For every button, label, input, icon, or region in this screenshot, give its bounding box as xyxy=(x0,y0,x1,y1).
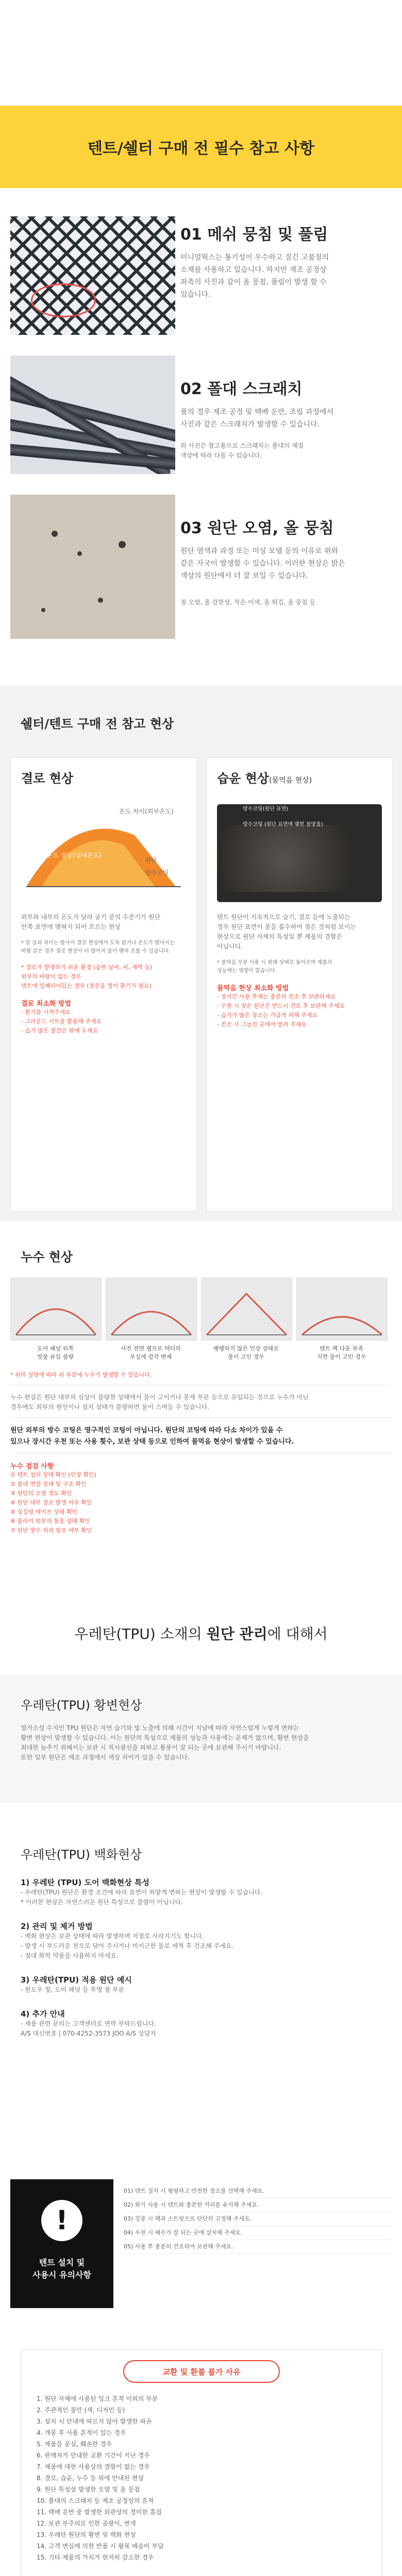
exchange-item: 3. 설치 시 안내에 따르지 않아 발생한 파손 xyxy=(37,2418,152,2425)
tpu-white-item-line: - 제품 관련 문의는 고객센터로 연락 부탁드립니다. xyxy=(21,2020,156,2027)
wetting-body-line: 경우 원단 표면이 물을 흡수하여 젖은 것처럼 보이는 xyxy=(217,923,357,930)
tpu-yellow-body-line: 황변 현상이 발생할 수 있습니다. 이는 원단의 특성으로 제품의 성능과 사용에는 문제가 없으며, 황변 현상을 xyxy=(21,1734,309,1741)
wetting-remedy-item: - 장시간 사용 후에는 충분히 건조 후 보관하세요 xyxy=(217,993,336,1000)
condensation-bullet: * 결로가 발생하기 쉬운 환경 (습한 날씨, 비, 새벽 등) xyxy=(21,964,153,971)
leak-image-2 xyxy=(106,1278,197,1341)
tpu-title-plain: 우레탄(TPU) 소재의 xyxy=(74,1625,207,1642)
leak-image-4 xyxy=(296,1278,388,1341)
leak-caption-line: 팽팽하지 않은 인장 상태로 xyxy=(213,1345,279,1352)
tpu-heading xyxy=(0,1623,402,1643)
leak-cause-item: ④ 원단 내부 결로 발생 여부 확인 xyxy=(10,1499,92,1506)
item-01-body-line: 미니멀웍스는 통기성이 우수하고 질긴 고품질의 xyxy=(180,253,329,262)
exchange-item: 14. 고객 변심에 의한 반품 시 왕복 배송비 부담 xyxy=(37,2543,164,2550)
item-01-body-line: 있습니다. xyxy=(180,291,211,299)
leak-cause-item: ⑤ 심실링 테이프 상태 확인 xyxy=(10,1509,78,1515)
wetting-note-line: 성능에는 영향이 없습니다. xyxy=(217,968,277,974)
item-02-body-line: 사진과 같은 스크래치가 발생할 수 있습니다. xyxy=(180,420,320,429)
leak-body-line: 누수 현상은 원단 내부의 심상이 불량한 상태에서 물이 고이거나 봉제 부분 등으로 유입되는 것으로 누수가 아닌 xyxy=(10,1394,309,1401)
leak-title: 누수 현상 xyxy=(21,1250,73,1264)
notice-item: 01) 텐트 설치 시 평평하고 안전한 장소를 선택해 주세요. xyxy=(124,2184,392,2198)
item-01-body-line: 소재를 사용하고 있습니다. 하지만 제조 공정상 xyxy=(180,266,327,274)
stain-photo xyxy=(10,495,175,639)
wetting-remedy-title: 물먹음 현상 최소화 방법 xyxy=(217,985,289,992)
leak-bold-line: 있으나 장시간 우천 또는 사용 횟수, 보관 상태 등으로 인하여 물먹음 현상이 발생할 수 있습니다. xyxy=(10,1438,294,1446)
condensation-bullet: 외부의 바람이 없는 경우 xyxy=(21,973,81,980)
wetting-body-line: 현상으로 원단 자체의 특성일 뿐 제품의 결함은 xyxy=(217,933,343,940)
tpu-yellow-body-line: 열가소성 수지인 TPU 원단은 자연 습기와 빛 노출에 의해 시간이 지남에 따라 자연스럽게 누렇게 변하는 xyxy=(21,1724,299,1732)
item-03-num: 03 xyxy=(180,519,202,537)
item-03-body-line: 색상의 원단에서 더 잘 보일 수 있습니다. xyxy=(180,572,308,580)
exchange-item: 10. 폴대의 스크래치 등 제조 공정상의 흔적 xyxy=(37,2497,154,2504)
exchange-item: 6. 판매자가 안내한 교환 기간이 지난 경우 xyxy=(37,2452,150,2459)
wetting-remedy-item: - 건조 시 그늘진 곳에서 말려 주세요 xyxy=(217,1021,307,1028)
tpu-white-item-title: 1) 우레탄 (TPU) 도어 백화현상 특성 xyxy=(21,1878,149,1887)
exchange-item: 7. 제품에 대한 사용상의 결함이 없는 경우 xyxy=(37,2463,150,2470)
leak-cause-title: 누수 점검 사항 xyxy=(10,1463,54,1470)
wetting-title-sub: (물먹음 현상) xyxy=(269,776,312,785)
leak-note: * 위의 설명에 따라 위 부분에 누수가 발생할 수 있습니다. xyxy=(10,1371,152,1378)
wetting-card xyxy=(206,757,393,1212)
notice-title-line: 텐트 설치 및 xyxy=(39,2258,85,2267)
exchange-box xyxy=(21,2349,382,2576)
tpu-white-item-line: * 이러한 현상은 자연스러운 원단 특성으로 불량이 아닙니다. xyxy=(21,1899,183,1906)
header-banner xyxy=(0,106,402,188)
section2-title-plain: 쉘터/텐트 구매 전 xyxy=(21,717,122,731)
item-01-title: 메쉬 뭉침 및 풀림 xyxy=(207,226,328,244)
exchange-item: 11. 택배 운반 중 발생한 외관상의 경미한 흠집 xyxy=(37,2509,162,2516)
item-02 xyxy=(180,376,387,461)
tpu-yellow-body-line: 또한 일부 원단은 제조 과정에서 색상 차이가 있을 수 있습니다. xyxy=(21,1754,190,1761)
tpu-white-item-line: - 윈도우 창, 도어 패널 등 투명 창 부분 xyxy=(21,1986,124,1993)
exchange-item: 9. 원단 특성상 발생한 오염 및 올 뭉침 xyxy=(37,2486,140,2493)
tpu-white-item-line: - 절대 화학 약품을 사용하지 마세요. xyxy=(21,1952,119,1959)
item-03-body-line: 같은 자국이 발생할 수 있습니다. 이러한 현상은 밝은 xyxy=(180,560,345,568)
section2-title xyxy=(21,714,402,732)
tpu-white-title: 우레탄(TPU) 백화현상 xyxy=(21,1848,142,1862)
exchange-item: 5. 제품을 분실, 훼손한 경우 xyxy=(37,2441,112,2448)
leak-caption-line: 물이 고인 경우 xyxy=(228,1353,264,1360)
notice-panel xyxy=(10,2179,113,2308)
condensation-card xyxy=(10,757,197,1212)
leak-body-line: 경우에도 외부의 원인이나 설치 상태가 불량하면 물이 스며들 수 있습니다. xyxy=(10,1403,209,1411)
condensation-note-line: 바람 같은 경우 결로 현상이 더 많아져 물이 맺혀 흐를 수 있습니다. xyxy=(21,948,171,954)
leak-caption-line: 텐트 펙 다운 부족 xyxy=(320,1345,363,1352)
wetting-remedy-item: - 우천 시 젖은 원단은 반드시 건조 후 보관해 주세요 xyxy=(217,1003,345,1009)
item-03-note: 점 오염, 올 감한상, 작은 이색, 올 튀김, 올 뭉침 등 xyxy=(180,599,316,606)
wetting-body-line: 아닙니다. xyxy=(217,943,243,950)
notice-item: 05) 사용 후 충분히 건조하여 보관해 주세요. xyxy=(124,2240,392,2254)
item-01-body-line: 좌측의 사진과 같이 올 뭉침, 풀림이 발생 할 수 xyxy=(180,278,327,286)
tpu-yellowing xyxy=(0,1674,402,1803)
exchange-title-pill xyxy=(123,2360,280,2383)
wetting-body-line: 텐트 원단이 지속적으로 습기, 결로 등에 노출되는 xyxy=(217,913,350,921)
condensation-body-line: 안쪽 표면에 맺혀지 되어 흐르는 현상 xyxy=(21,923,121,930)
condensation-remedy-item: - 그라운드 시트를 활용해 주세요 xyxy=(21,1018,102,1025)
leak-caption-line: 빗물 유입 불량 xyxy=(37,1353,74,1360)
leak-caption-4 xyxy=(296,1345,387,1361)
condensation-remedy-item: - 습기 많은 물건은 밖에 두세요 xyxy=(21,1027,98,1034)
wetting-title: 습윤 현상 xyxy=(217,771,270,786)
leak-caption-2 xyxy=(106,1345,196,1361)
notice-item: 03) 강풍 시 팩과 스트링으로 단단히 고정해 주세요. xyxy=(124,2212,392,2226)
condensation-body-line: 외부와 내부의 온도가 달라 공기 중의 수증기가 원단 xyxy=(21,913,161,921)
item-01-num: 01 xyxy=(180,226,202,244)
notice-item: 02) 화기 사용 시 텐트와 충분한 거리를 유지해 주세요. xyxy=(124,2198,392,2212)
pole-photo xyxy=(10,355,175,474)
item-02-note-line: 색상에 따라 다를 수 있습니다. xyxy=(180,452,262,459)
mesh-photo xyxy=(10,216,175,335)
notice-list xyxy=(124,2184,392,2254)
leak-cause-item: ⑥ 플라이 외부의 통풍 상태 확인 xyxy=(10,1518,90,1524)
alert-icon-glyph: ! xyxy=(56,2205,68,2236)
wetting-note-line: * 물먹음 부분 사용 시 원래 상태로 돌아오며 제품의 xyxy=(217,960,332,965)
leak-title-wrap xyxy=(21,1247,402,1265)
exchange-item: 1. 원단 자체에 사용된 잉크 흔적 이외의 부분 xyxy=(37,2395,158,2402)
item-03 xyxy=(180,515,392,607)
leak-caption-line: 부실에 겉각 변제 xyxy=(129,1353,172,1360)
exchange-item: 15. 기타 제품의 가치가 현저히 감소한 경우 xyxy=(37,2554,154,2561)
exchange-title: 교환 및 환불 불가 사유 xyxy=(162,2367,241,2377)
condensation-title: 결로 현상 xyxy=(21,771,74,786)
condensation-label: 원단 xyxy=(145,857,157,864)
tpu-white-item-line: - 백화 현상은 보관 상태에 따라 발생하며 저절로 사라지기도 합니다. xyxy=(21,1933,204,1940)
wetting-label: 방수코팅 (원단 표면에 맺힌 물방울) xyxy=(243,822,323,827)
tpu-white-item-line: - 발생 시 부드러운 천으로 닦아 주시거나 미지근한 물로 세척 후 건조해 주세요. xyxy=(21,1942,234,1950)
section2-title-bold: 참고 현상 xyxy=(122,717,174,731)
tpu-white-item-line: A/S 대신번호 | 070-4252-3573 JOO A/S 상담자 xyxy=(21,2030,156,2037)
item-02-note-line: 위 사진은 참고용으로 스크래치는 폴대의 제질 xyxy=(180,442,304,449)
item-02-body-line: 폴의 경우 제조 공정 및 택배 운반, 조립 과정에서 xyxy=(180,408,334,416)
leak-text xyxy=(10,1370,392,1535)
page-title xyxy=(88,135,314,158)
condensation-label: 방수코팅 xyxy=(145,869,169,876)
leak-caption-line: 도어 패널 위쪽 xyxy=(37,1345,74,1352)
notice-item: 04) 우천 시 배수가 잘 되는 곳에 설치해 주세요. xyxy=(124,2226,392,2240)
tpu-yellow-title: 우레탄(TPU) 황변현상 xyxy=(21,1698,142,1713)
item-03-body-line: 원단 염색과 과정 또는 미싱 모델 등의 이유로 위와 xyxy=(180,547,339,555)
leak-image-1 xyxy=(10,1278,102,1341)
condensation-label: 온도 차이(외부온도) xyxy=(119,808,174,815)
exchange-item: 13. 우레탄 원단의 황변 및 백화 현상 xyxy=(37,2531,136,2538)
tpu-white-item-title: 2) 관리 및 제거 방법 xyxy=(21,1922,93,1931)
condensation-remedy-title: 결로 최소화 방법 xyxy=(21,1000,71,1008)
alert-icon xyxy=(41,2200,82,2241)
tpu-white-item-title: 4) 추가 안내 xyxy=(21,2009,65,2019)
condensation-note-line: * 일 실외 차이는 밤사이 결로 현상에서 도둑 없거나 온도가 떨어지는 xyxy=(21,940,175,946)
leak-caption-3 xyxy=(201,1345,291,1361)
leak-bold-line: 원단 외부의 방수 코팅은 영구적인 코팅이 아닙니다. 원단의 코팅에 따라 다소 차이가 있을 수 xyxy=(10,1427,283,1434)
tpu-whitening xyxy=(21,1844,381,2039)
exchange-item: 8. 결로, 습윤, 누수 등 위에 안내된 현상 xyxy=(37,2475,144,2482)
page-title-plain: 텐트/쉘터 구매 전 xyxy=(88,140,214,158)
wetting-remedy-item: - 습기가 많은 장소는 가급적 피해 주세요 xyxy=(217,1012,317,1019)
mesh-highlight-circle xyxy=(31,283,96,317)
leak-cause-item: ① 텐트 설치 상태 확인 (인장 확인) xyxy=(10,1471,96,1478)
wetting-label: 방수코팅(원단 표면) xyxy=(243,806,289,812)
tpu-title-end: 에 대해서 xyxy=(267,1625,328,1642)
leak-cause-item: ③ 원단의 오염 정도 확인 xyxy=(10,1490,72,1497)
leak-caption-line: 지면 물이 고인 경우 xyxy=(316,1353,366,1360)
condensation-label: 온도 상승(실내온도) xyxy=(47,852,102,859)
leak-caption-1 xyxy=(10,1345,100,1361)
tpu-white-item-title: 3) 우레탄(TPU) 적용 원단 예시 xyxy=(21,1975,132,1985)
item-01 xyxy=(180,222,387,301)
tpu-white-item-line: - 우레탄(TPU) 원단은 환경 조건에 따라 표면이 하얗게 변하는 현상이 발생할 수 있습니다. xyxy=(21,1889,263,1896)
leak-caption-line: 사진 전면 웹프로 텍터의 xyxy=(121,1345,181,1352)
exchange-item: 4. 개봉 후 사용 흔적이 있는 경우 xyxy=(37,2429,126,2436)
condensation-bullet: 텐트에 밀폐되어있는 경우 (창문을 열어 환기가 필요) xyxy=(21,982,152,989)
exchange-item: 2. 주관적인 불만 (색, 디자인 등) xyxy=(37,2406,125,2414)
exchange-item: 12. 보관 부주의로 인한 곰팡이, 변색 xyxy=(37,2520,136,2527)
leak-image-3 xyxy=(201,1278,292,1341)
notice-title-line: 사용시 유의사항 xyxy=(32,2270,91,2280)
leak-cause-item: ⑦ 원단 방수 처리 필요 여부 확인 xyxy=(10,1527,92,1534)
item-03-title: 원단 오염, 올 뭉침 xyxy=(207,519,334,537)
item-02-num: 02 xyxy=(180,380,202,398)
leak-cause-item: ② 폴대 연결 상태 및 구조 확인 xyxy=(10,1481,87,1487)
tpu-title-bold: 원단 관리 xyxy=(206,1625,267,1642)
tpu-yellow-body-line: 최대한 늦추기 위해서는 보관 시 직사광선을 피하고 통풍이 잘 되는 곳에 보관해 주시기 바랍니다. xyxy=(21,1744,281,1751)
wetting-photo xyxy=(217,804,382,902)
condensation-remedy-item: - 환기를 시켜주세요 xyxy=(21,1009,71,1015)
item-02-title: 폴대 스크래치 xyxy=(207,380,303,398)
condensation-diagram xyxy=(21,804,186,892)
page-title-bold: 필수 참고 사항 xyxy=(214,140,314,158)
